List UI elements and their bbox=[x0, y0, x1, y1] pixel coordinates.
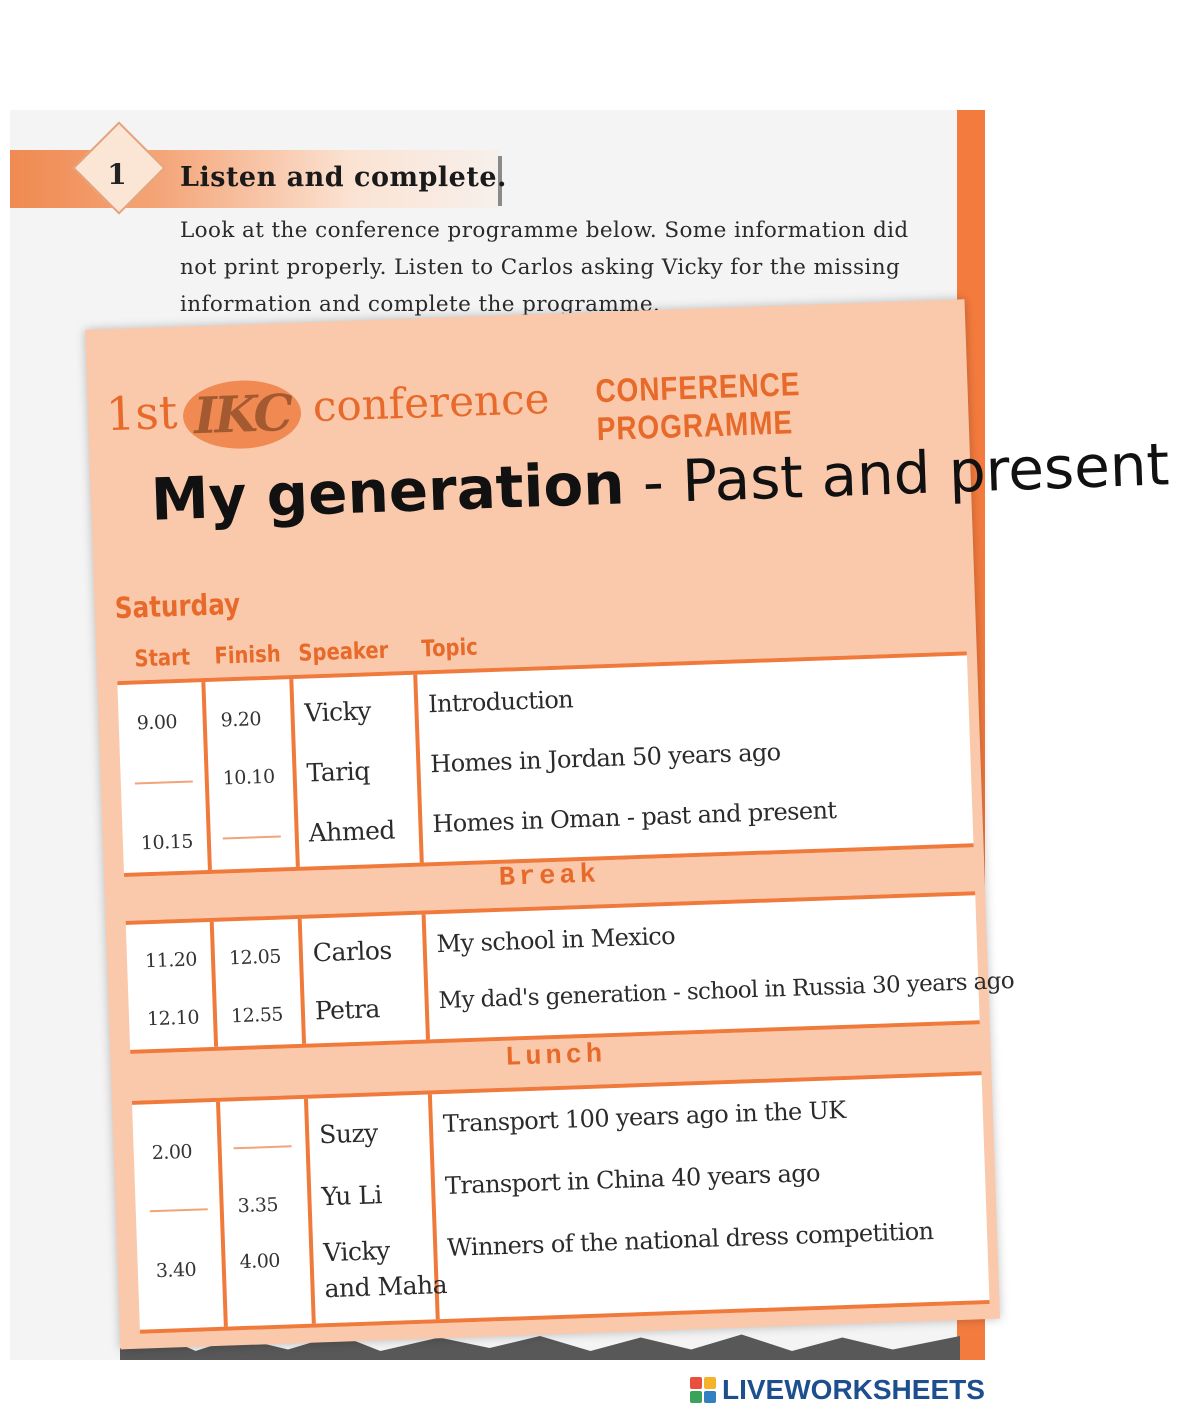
instructions-line: information and complete the programme. bbox=[180, 292, 661, 317]
theme-bold: My generation bbox=[149, 449, 626, 534]
topic-text: My school in Mexico bbox=[436, 921, 676, 959]
start-time: 2.00 bbox=[151, 1140, 193, 1165]
start-time: 12.10 bbox=[146, 1006, 200, 1031]
column-divider bbox=[289, 679, 300, 867]
conference-ordinal: 1st bbox=[105, 384, 179, 442]
logo-square bbox=[690, 1377, 702, 1389]
logo-square bbox=[690, 1391, 702, 1403]
speaker-name: Ahmed bbox=[308, 815, 396, 848]
session-block-afternoon bbox=[132, 1071, 990, 1334]
instructions-line: not print properly. Listen to Carlos asking Vicky for the missing bbox=[180, 255, 901, 280]
topic-text: Introduction bbox=[427, 685, 574, 719]
start-time: 9.00 bbox=[136, 711, 178, 735]
finish-time: 12.55 bbox=[230, 1003, 284, 1028]
topic-text: Transport 100 years ago in the UK bbox=[442, 1095, 847, 1138]
missing-finish-time-blank[interactable] bbox=[234, 1145, 292, 1149]
break-label: Break bbox=[498, 860, 601, 894]
column-divider bbox=[210, 922, 218, 1047]
column-header-topic: Topic bbox=[420, 634, 479, 663]
programme-label: CONFERENCE PROGRAMME bbox=[594, 365, 801, 448]
ikc-logo bbox=[182, 379, 302, 451]
topic-text: Winners of the national dress competition bbox=[446, 1216, 934, 1262]
missing-finish-time-blank[interactable] bbox=[223, 835, 281, 839]
column-header-speaker: Speaker bbox=[297, 637, 389, 667]
conference-word: conference bbox=[311, 373, 551, 432]
finish-time: 9.20 bbox=[220, 708, 262, 732]
start-time: 11.20 bbox=[144, 948, 198, 973]
theme-rest: - Past and present bbox=[641, 430, 1171, 517]
missing-start-time-blank[interactable] bbox=[135, 781, 193, 785]
column-divider bbox=[298, 919, 306, 1044]
column-divider bbox=[201, 682, 212, 870]
start-time: 10.15 bbox=[140, 830, 194, 855]
missing-start-time-blank[interactable] bbox=[150, 1208, 208, 1212]
topic-text: Transport in China 40 years ago bbox=[444, 1158, 821, 1200]
exercise-title: Listen and complete. bbox=[180, 162, 507, 193]
finish-time: 3.35 bbox=[237, 1193, 279, 1218]
column-header-start: Start bbox=[134, 644, 191, 673]
finish-time: 4.00 bbox=[239, 1249, 281, 1274]
instructions-line: Look at the conference programme below. Some information did bbox=[180, 218, 909, 243]
speaker-name: Vicky bbox=[303, 696, 372, 728]
session-block-morning bbox=[117, 651, 973, 877]
speaker-name: Petra bbox=[314, 994, 381, 1026]
liveworksheets-logo[interactable] bbox=[690, 1370, 985, 1410]
topic-text: Homes in Oman - past and present bbox=[431, 796, 837, 839]
column-divider bbox=[304, 1099, 316, 1324]
ikc-logo-text: IKC bbox=[192, 382, 292, 446]
topic-text: Homes in Jordan 50 years ago bbox=[429, 737, 781, 779]
topic-text: My dad's generation - school in Russia 30 years ago bbox=[438, 967, 1015, 1015]
logo-square bbox=[704, 1391, 716, 1403]
speaker-name: Yu Li bbox=[320, 1180, 383, 1212]
lunch-label: Lunch bbox=[504, 1040, 607, 1074]
finish-time: 10.10 bbox=[222, 765, 275, 790]
finish-time: 12.05 bbox=[228, 945, 282, 970]
speaker-name: Vicky bbox=[322, 1235, 391, 1268]
column-divider bbox=[216, 1102, 228, 1327]
session-block-midday bbox=[126, 891, 1015, 1054]
column-header-finish: Finish bbox=[214, 641, 282, 670]
liveworksheets-logo-icon bbox=[690, 1377, 716, 1403]
speaker-name: Tariq bbox=[306, 756, 371, 788]
logo-square bbox=[704, 1377, 716, 1389]
liveworksheets-brand-text: LIVEWORKSHEETS bbox=[722, 1374, 985, 1405]
day-heading: Saturday bbox=[114, 586, 241, 626]
exercise-number: 1 bbox=[107, 158, 127, 191]
speaker-name: Carlos bbox=[312, 935, 393, 968]
speaker-name: and Maha bbox=[324, 1269, 448, 1304]
column-divider bbox=[422, 914, 430, 1039]
start-time: 3.40 bbox=[155, 1258, 197, 1283]
speaker-name: Suzy bbox=[318, 1118, 379, 1150]
column-divider bbox=[413, 675, 424, 863]
conference-programme-sheet bbox=[85, 299, 1171, 1349]
